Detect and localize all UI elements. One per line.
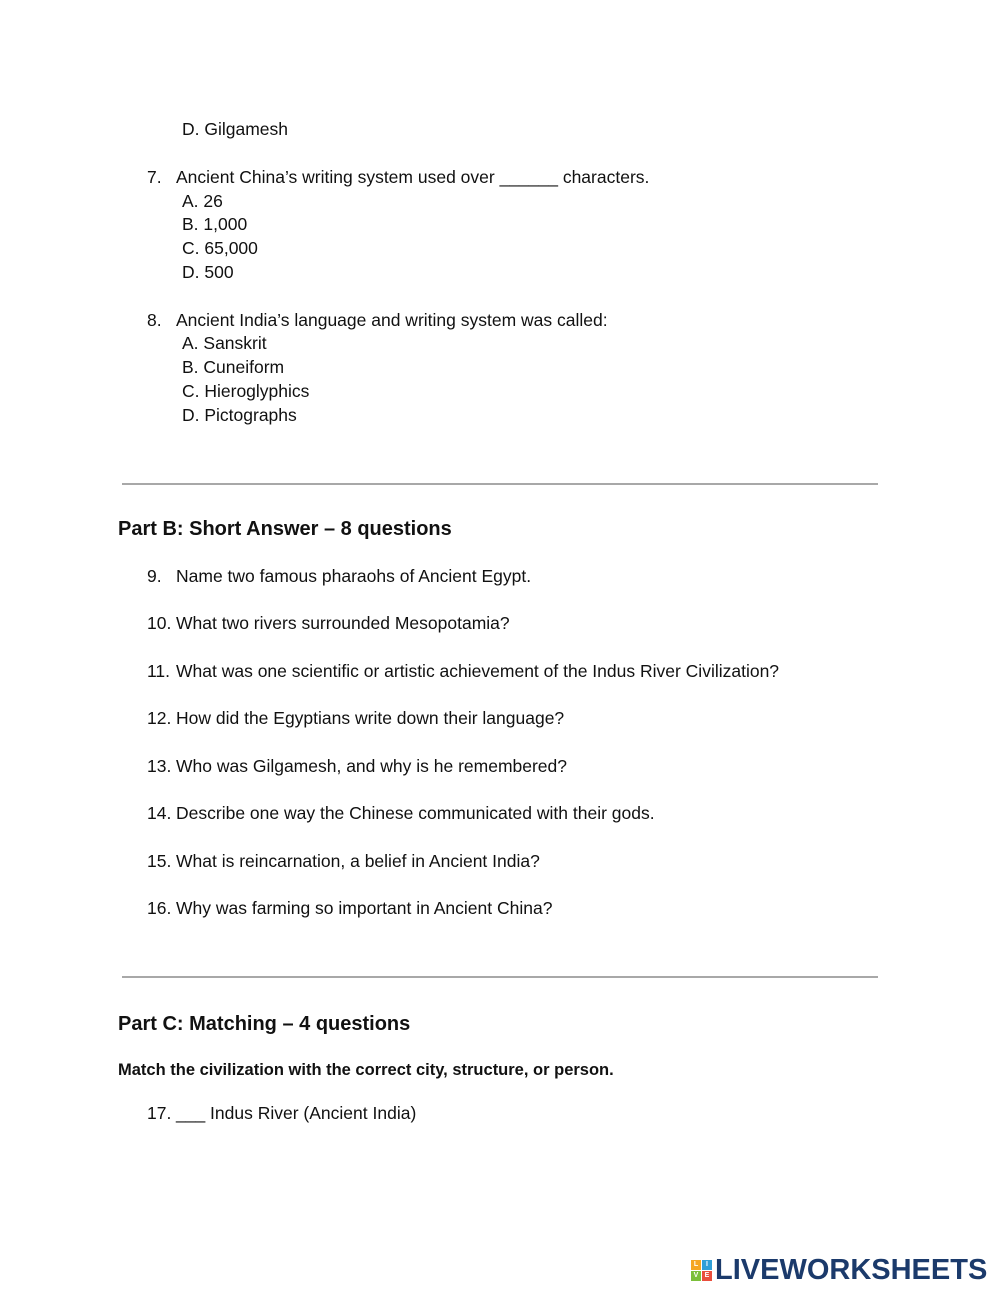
part-b-heading: Part B: Short Answer – 8 questions	[118, 518, 452, 540]
question-10	[147, 612, 510, 634]
question-number: 17.	[147, 1103, 172, 1123]
question-11	[147, 660, 779, 682]
question-number: 16.	[147, 898, 172, 918]
question-number: 9.	[147, 566, 162, 586]
question-number: 10.	[147, 613, 172, 633]
question-14	[147, 802, 655, 824]
question-text: What was one scientific or artistic achievement of the Indus River Civilization?	[176, 661, 780, 681]
q7-option-a: A. 26	[182, 191, 223, 211]
question-number: 13.	[147, 756, 172, 776]
logo-mark-letter: L	[691, 1260, 701, 1270]
q8-option-d: D. Pictographs	[182, 405, 297, 425]
logo-mark-letter: E	[702, 1271, 712, 1281]
logo-mark-letter: V	[691, 1271, 701, 1281]
question-number: 15.	[147, 851, 172, 871]
question-17	[147, 1102, 416, 1124]
q8-option-b: B. Cuneiform	[182, 357, 285, 377]
question-text: Why was farming so important in Ancient China?	[176, 898, 553, 918]
q8-option-c: C. Hieroglyphics	[182, 381, 310, 401]
q7-option-b: B. 1,000	[182, 214, 248, 234]
question-15	[147, 850, 540, 872]
question-13	[147, 755, 567, 777]
liveworksheets-logo	[691, 1255, 987, 1285]
question-number: 12.	[147, 708, 172, 728]
logo-text: LIVEWORKSHEETS	[715, 1254, 988, 1286]
question-9	[147, 565, 531, 587]
question-16	[147, 897, 552, 919]
question-text: ___ Indus River (Ancient India)	[176, 1103, 417, 1123]
question-number: 14.	[147, 803, 172, 823]
question-text: Who was Gilgamesh, and why is he remembered?	[176, 756, 568, 776]
section-divider-1	[122, 483, 878, 485]
q7-option-d: D. 500	[182, 262, 234, 282]
q8-question	[147, 309, 608, 331]
logo-mark-letter: I	[702, 1260, 712, 1270]
section-divider-2	[122, 976, 878, 978]
part-c-instruction: Match the civilization with the correct city, structure, or person.	[118, 1061, 614, 1079]
q8-text: Ancient India’s language and writing system was called:	[176, 310, 608, 330]
question-12	[147, 707, 564, 729]
q7-number: 7.	[147, 167, 162, 187]
question-text: Describe one way the Chinese communicated with their gods.	[176, 803, 655, 823]
question-text: What two rivers surrounded Mesopotamia?	[176, 613, 510, 633]
q7-question	[147, 166, 649, 188]
part-c-heading: Part C: Matching – 4 questions	[118, 1013, 411, 1035]
q7-option-c: C. 65,000	[182, 238, 258, 258]
q7-text: Ancient China’s writing system used over ______ characters.	[176, 167, 650, 187]
question-text: How did the Egyptians write down their language?	[176, 708, 565, 728]
question-text: Name two famous pharaohs of Ancient Egypt.	[176, 566, 532, 586]
logo-mark-icon	[691, 1260, 712, 1281]
q6-option-d: D. Gilgamesh	[182, 119, 289, 139]
q8-option-a: A. Sanskrit	[182, 333, 267, 353]
q8-number: 8.	[147, 310, 162, 330]
question-text: What is reincarnation, a belief in Ancient India?	[176, 851, 540, 871]
question-number: 11.	[147, 661, 171, 681]
